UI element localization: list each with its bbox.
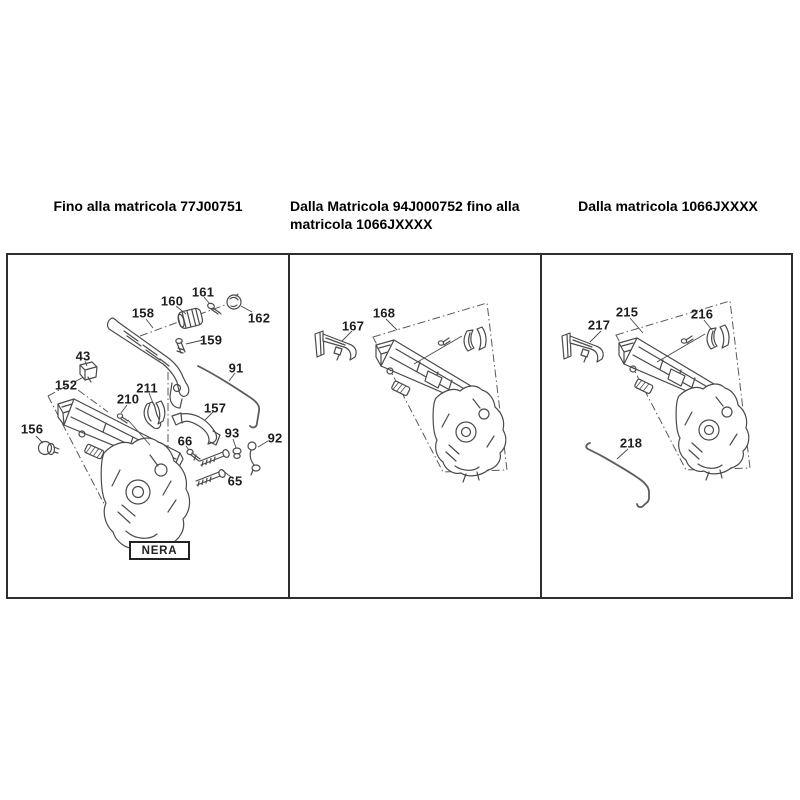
part-label-215: 215 bbox=[615, 304, 639, 320]
part-label-160: 160 bbox=[160, 293, 184, 309]
part-168-main-assembly bbox=[373, 303, 507, 482]
part-217-bracket bbox=[562, 333, 603, 362]
part-218-wire-rod bbox=[586, 443, 649, 507]
part-label-156: 156 bbox=[20, 421, 44, 437]
part-65-bolts bbox=[196, 449, 230, 486]
part-label-210: 210 bbox=[116, 391, 140, 407]
part-label-161: 161 bbox=[191, 284, 215, 300]
part-162-cap bbox=[227, 294, 241, 309]
part-label-211: 211 bbox=[136, 380, 158, 396]
part-43-clip-block bbox=[80, 362, 97, 382]
column-header-serial-range-1: Fino alla matricola 77J00751 bbox=[53, 198, 243, 214]
part-159-bolt bbox=[176, 339, 185, 353]
part-211-clamp bbox=[144, 401, 165, 429]
column-header-serial-range-3: Dalla matricola 1066JXXXX bbox=[578, 198, 758, 214]
part-label-93: 93 bbox=[224, 425, 240, 441]
part-label-43: 43 bbox=[75, 348, 91, 364]
part-label-157: 157 bbox=[203, 400, 227, 416]
color-tag-nera: NERA bbox=[129, 541, 190, 560]
part-label-218: 218 bbox=[619, 435, 643, 451]
part-215-main-assembly bbox=[616, 301, 750, 480]
part-label-152: 152 bbox=[54, 377, 78, 393]
part-66-screw bbox=[187, 449, 200, 461]
part-161-screw bbox=[207, 302, 221, 314]
part-152-main-assembly bbox=[58, 399, 190, 557]
column-header-serial-range-2: Dalla Matricola 94J000752 fino alla matricola 1066JXXXX bbox=[290, 198, 520, 232]
part-label-162: 162 bbox=[247, 310, 271, 326]
part-label-66: 66 bbox=[177, 433, 193, 449]
part-156-knob bbox=[39, 442, 60, 455]
part-label-168: 168 bbox=[372, 305, 396, 321]
part-167-bracket bbox=[315, 331, 356, 360]
part-label-91: 91 bbox=[228, 360, 244, 376]
part-label-159: 159 bbox=[199, 332, 223, 348]
part-label-216: 216 bbox=[690, 306, 714, 322]
part-160-grip-bushing bbox=[177, 307, 204, 329]
part-label-158: 158 bbox=[131, 305, 155, 321]
part-label-65: 65 bbox=[227, 473, 243, 489]
part-label-167: 167 bbox=[341, 318, 365, 334]
part-label-217: 217 bbox=[587, 317, 611, 333]
part-93-grommet bbox=[233, 448, 241, 458]
part-label-92: 92 bbox=[267, 430, 283, 446]
